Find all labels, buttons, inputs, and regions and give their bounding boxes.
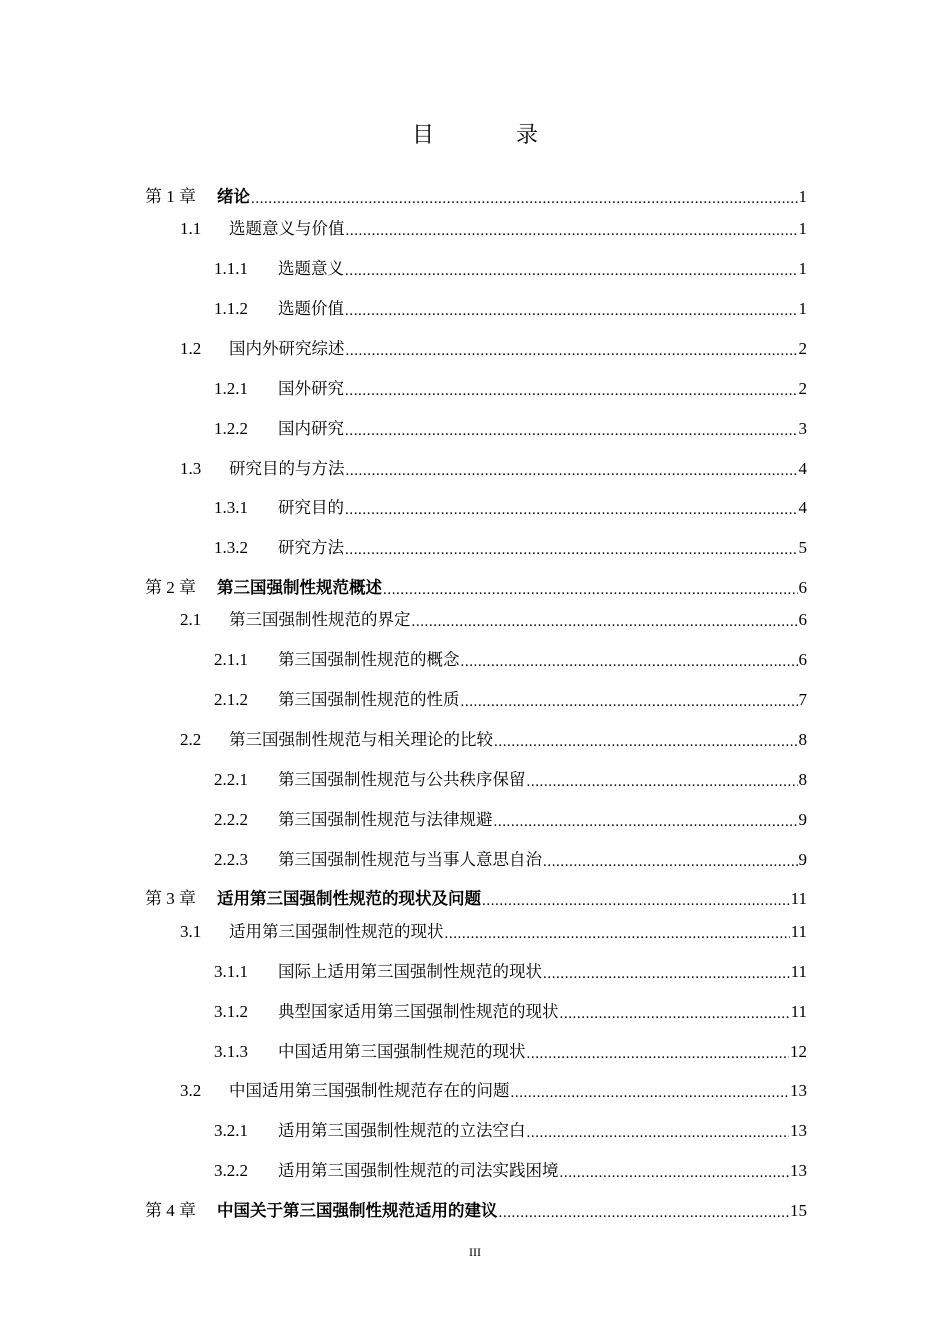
toc-entry[interactable] [180, 335, 807, 359]
toc-entry[interactable] [214, 686, 807, 710]
page-title: 目 录 [411, 123, 568, 148]
toc-entry-title: 选题意义 [278, 259, 344, 278]
toc-entry-title: 国外研究 [278, 379, 344, 398]
toc-entry-number: 1.1.2 [214, 299, 248, 318]
toc-dot-leader [494, 810, 798, 830]
toc-entry-title: 第三国强制性规范概述 [217, 578, 382, 597]
toc-entry[interactable] [214, 766, 807, 790]
toc-dot-leader [527, 770, 798, 790]
toc-entry-number: 第 4 章 [145, 1201, 196, 1220]
toc-dot-leader [560, 1161, 790, 1181]
toc-entry-page: 13 [790, 1081, 807, 1100]
toc-entry-title: 第三国强制性规范与相关理论的比较 [229, 730, 493, 749]
toc-entry-title: 研究目的与方法 [229, 459, 345, 478]
toc-dot-leader [527, 1121, 790, 1141]
toc-entry-page: 9 [798, 850, 807, 869]
toc-entry-title: 中国适用第三国强制性规范的现状 [278, 1042, 526, 1061]
toc-entry-title: 典型国家适用第三国强制性规范的现状 [278, 1002, 559, 1021]
toc-entry[interactable] [180, 455, 807, 479]
toc-entry-page: 6 [798, 610, 807, 629]
toc-entry[interactable] [214, 255, 807, 279]
toc-entry-number: 第 1 章 [145, 187, 196, 206]
toc-entry-page: 1 [798, 299, 807, 318]
toc-entry-title: 第三国强制性规范的界定 [229, 610, 411, 629]
toc-entry-title: 国内研究 [278, 419, 344, 438]
toc-entry-number: 2.1.2 [214, 690, 248, 709]
toc-entry-title: 绪论 [217, 187, 250, 206]
toc-dot-leader [461, 650, 798, 670]
toc-entry[interactable] [145, 183, 807, 207]
toc-dot-leader [511, 1081, 790, 1101]
toc-dot-leader [345, 259, 798, 279]
toc-entry-page: 1 [798, 219, 807, 238]
toc-entry-title: 研究方法 [278, 538, 344, 557]
toc-entry-title: 第三国强制性规范的概念 [278, 650, 460, 669]
toc-entry[interactable] [214, 494, 807, 518]
toc-dot-leader [345, 538, 798, 558]
toc-dot-leader [346, 339, 798, 359]
toc-entry-number: 2.2 [180, 730, 202, 749]
toc-entry[interactable] [214, 806, 807, 830]
toc-entry-title: 第三国强制性规范与当事人意思自治 [278, 850, 542, 869]
toc-entry-page: 11 [790, 1002, 807, 1021]
toc-entry-page: 9 [798, 810, 807, 829]
toc-entry-page: 6 [798, 650, 807, 669]
toc-entry[interactable] [214, 415, 807, 439]
toc-entry[interactable] [145, 1197, 807, 1221]
toc-entry-number: 第 3 章 [145, 889, 196, 908]
toc-entry-title: 适用第三国强制性规范的现状及问题 [217, 889, 481, 908]
toc-dot-leader [527, 1042, 790, 1062]
toc-entry-number: 2.1 [180, 610, 202, 629]
toc-entry[interactable] [214, 1117, 807, 1141]
toc-entry-page: 1 [798, 187, 807, 206]
toc-dot-leader [543, 962, 790, 982]
toc-entry[interactable] [214, 375, 807, 399]
toc-entry-title: 第三国强制性规范的性质 [278, 690, 460, 709]
toc-entry-page: 8 [798, 730, 807, 749]
toc-dot-leader [383, 578, 798, 598]
toc-dot-leader [494, 730, 798, 750]
toc-entry[interactable] [214, 958, 807, 982]
toc-entry[interactable] [180, 606, 807, 630]
toc-entry-page: 11 [790, 922, 807, 941]
toc-entry[interactable] [180, 918, 807, 942]
toc-entry-page: 2 [798, 339, 807, 358]
toc-entry-page: 4 [798, 459, 807, 478]
toc-entry-number: 3.1.2 [214, 1002, 248, 1021]
toc-entry[interactable] [180, 1077, 807, 1101]
toc-entry[interactable] [214, 295, 807, 319]
toc-entry[interactable] [145, 574, 807, 598]
toc-dot-leader [560, 1002, 790, 1022]
toc-entry-number: 2.2.2 [214, 810, 248, 829]
toc-entry-number: 1.1.1 [214, 259, 248, 278]
toc-dot-leader [345, 498, 798, 518]
toc-entry-page: 1 [798, 259, 807, 278]
toc-dot-leader [345, 379, 798, 399]
toc-dot-leader [346, 459, 798, 479]
toc-entry-number: 2.1.1 [214, 650, 248, 669]
toc-entry-page: 12 [790, 1042, 807, 1061]
toc-entry-number: 3.1 [180, 922, 202, 941]
toc-entry-number: 3.2 [180, 1081, 202, 1100]
toc-dot-leader [412, 610, 798, 630]
toc-dot-leader [346, 219, 798, 239]
toc-entry-page: 2 [798, 379, 807, 398]
toc-entry[interactable] [214, 534, 807, 558]
toc-entry-page: 13 [790, 1161, 807, 1180]
toc-entry-title: 研究目的 [278, 498, 344, 517]
toc-entry[interactable] [214, 646, 807, 670]
toc-entry-number: 1.1 [180, 219, 202, 238]
toc-entry-number: 1.3.1 [214, 498, 248, 517]
toc-entry-page: 6 [798, 578, 807, 597]
toc-entry-title: 选题价值 [278, 299, 344, 318]
toc-entry[interactable] [214, 1157, 807, 1181]
toc-dot-leader [461, 690, 798, 710]
toc-dot-leader [251, 187, 798, 207]
toc-dot-leader [499, 1201, 790, 1221]
toc-entry-page: 8 [798, 770, 807, 789]
toc-entry-number: 2.2.3 [214, 850, 248, 869]
toc-entry[interactable] [145, 885, 807, 909]
toc-entry-number: 3.2.2 [214, 1161, 248, 1180]
page-number-footer: III [469, 1245, 481, 1259]
toc-entry-number: 1.2.2 [214, 419, 248, 438]
toc-entry[interactable] [214, 1038, 807, 1062]
toc-entry-number: 3.2.1 [214, 1121, 248, 1140]
toc-entry-title: 适用第三国强制性规范的司法实践困境 [278, 1161, 559, 1180]
toc-entry-page: 3 [798, 419, 807, 438]
toc-entry-number: 第 2 章 [145, 578, 196, 597]
toc-entry[interactable] [180, 215, 807, 239]
toc-entry-title: 第三国强制性规范与法律规避 [278, 810, 493, 829]
toc-entry-page: 11 [790, 962, 807, 981]
toc-entry-title: 第三国强制性规范与公共秩序保留 [278, 770, 526, 789]
toc-entry-title: 中国适用第三国强制性规范存在的问题 [229, 1081, 510, 1100]
toc-entry-title: 适用第三国强制性规范的现状 [229, 922, 444, 941]
toc-entry-number: 1.3 [180, 459, 202, 478]
toc-entry-number: 3.1.3 [214, 1042, 248, 1061]
toc-entry-title: 中国关于第三国强制性规范适用的建议 [217, 1201, 498, 1220]
toc-entry-page: 4 [798, 498, 807, 517]
toc-entry[interactable] [180, 726, 807, 750]
toc-entry-title: 国际上适用第三国强制性规范的现状 [278, 962, 542, 981]
toc-entry-page: 13 [790, 1121, 807, 1140]
toc-entry-number: 1.2.1 [214, 379, 248, 398]
toc-entry[interactable] [214, 998, 807, 1022]
toc-entry-title: 国内外研究综述 [229, 339, 345, 358]
toc-dot-leader [345, 299, 798, 319]
toc-dot-leader [345, 419, 798, 439]
toc-entry-page: 11 [790, 889, 807, 908]
toc-entry-page: 7 [798, 690, 807, 709]
toc-dot-leader [482, 889, 790, 909]
toc-entry-number: 1.2 [180, 339, 202, 358]
toc-entry-number: 3.1.1 [214, 962, 248, 981]
toc-dot-leader [543, 850, 798, 870]
toc-entry-title: 适用第三国强制性规范的立法空白 [278, 1121, 526, 1140]
toc-entry[interactable] [214, 846, 807, 870]
toc-entry-number: 1.3.2 [214, 538, 248, 557]
toc-entry-title: 选题意义与价值 [229, 219, 345, 238]
toc-entry-page: 5 [798, 538, 807, 557]
toc-dot-leader [445, 922, 790, 942]
toc-entry-page: 15 [790, 1201, 807, 1220]
toc-entry-number: 2.2.1 [214, 770, 248, 789]
